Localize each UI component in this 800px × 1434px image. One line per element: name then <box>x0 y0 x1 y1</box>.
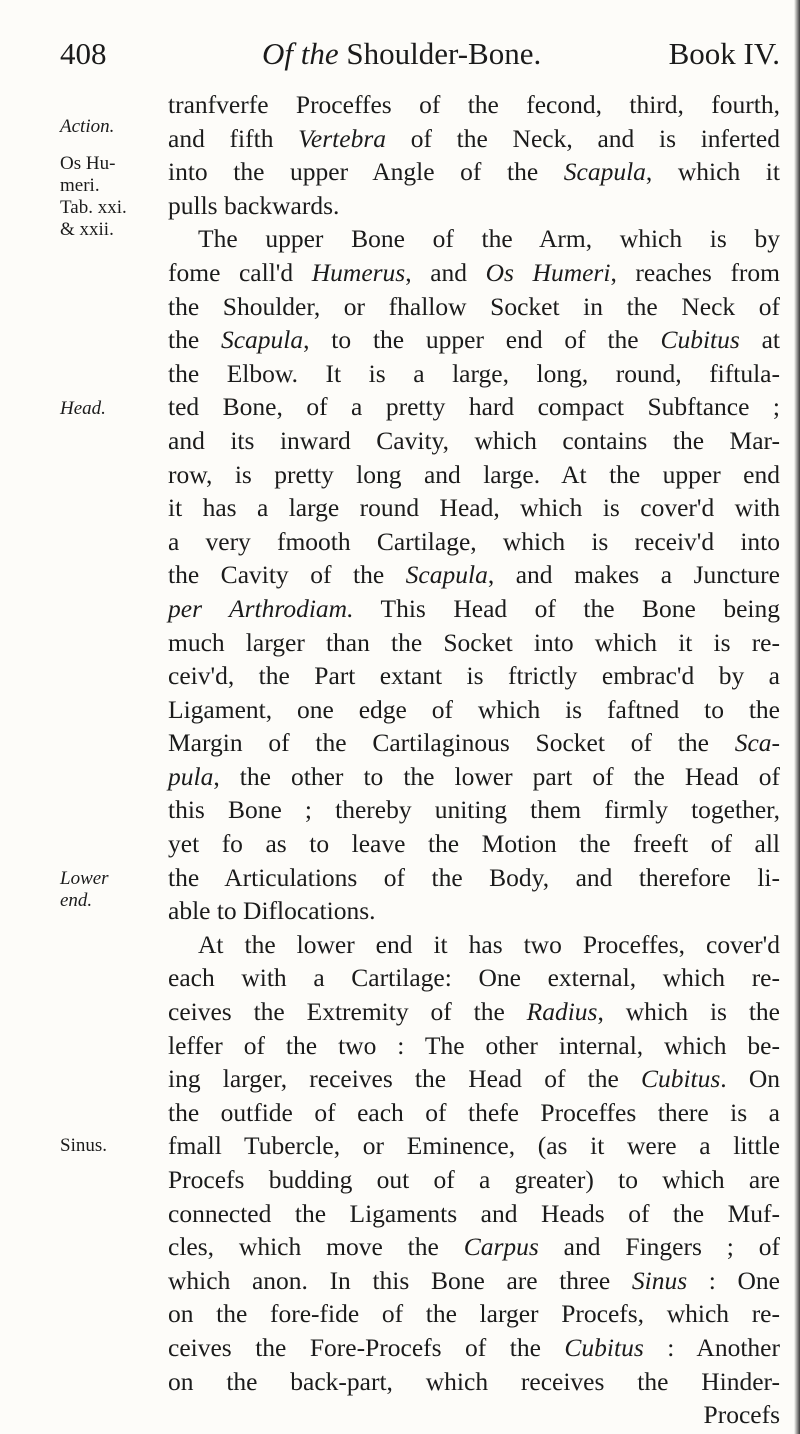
text-segment: Margin of the Cartilaginous Socket of the <box>168 728 735 758</box>
text-segment: and Fingers ; of <box>538 1232 780 1262</box>
text-line <box>168 357 780 391</box>
text-segment: ing larger, receives the Head of the <box>168 1064 641 1094</box>
text-segment: and fifth <box>168 123 299 153</box>
margin-note-action: Action. <box>60 116 115 137</box>
text-segment: , and <box>405 257 486 287</box>
text-line <box>168 290 780 324</box>
text-line <box>168 1029 780 1063</box>
text-segment: this Bone ; thereby uniting them firmly together, <box>168 795 780 825</box>
text-segment: on the fore-fide of the larger Procefs, which re- <box>168 1299 780 1329</box>
running-title <box>262 36 541 72</box>
text-segment-italic: pula <box>168 761 214 791</box>
text-line <box>168 323 780 357</box>
text-segment: , to the upper end of the <box>303 325 661 355</box>
text-segment: At the lower end it has two Proceffes, cover'd <box>198 929 780 959</box>
running-title-italic: Of the <box>262 36 339 71</box>
text-segment: . On <box>720 1064 780 1094</box>
text-segment: the Elbow. It is a large, long, round, fiftula- <box>168 358 780 388</box>
text-segment: fome call'd <box>168 257 312 287</box>
text-line <box>168 458 780 492</box>
text-segment-italic: Os Humeri <box>485 257 611 287</box>
text-segment: : One <box>687 1265 781 1295</box>
running-header <box>60 36 780 86</box>
text-segment-italic: Vertebra <box>298 123 386 153</box>
text-line <box>168 961 780 995</box>
text-segment: , and makes a Juncture <box>487 560 780 590</box>
text-segment-italic: Sca- <box>734 728 780 758</box>
text-segment-italic: Humerus <box>311 257 406 287</box>
text-segment: the Shoulder, or fhallow Socket in the Neck of <box>168 291 780 321</box>
text-segment: , the other to the lower part of the Head of <box>213 761 780 791</box>
text-segment-italic: Scapula <box>220 325 304 355</box>
text-line <box>168 424 780 458</box>
text-segment: ceives the Extremity of the <box>168 997 527 1027</box>
text-line <box>168 861 780 895</box>
text-line <box>168 558 780 592</box>
book-label: Book IV. <box>668 36 780 71</box>
text-segment: a very fmooth Cartilage, which is receiv'd into <box>168 526 780 556</box>
text-segment: Ligament, one edge of which is faftned to the <box>168 694 780 724</box>
text-segment: The upper Bone of the Arm, which is by <box>198 224 780 254</box>
text-line <box>168 726 780 760</box>
text-line <box>168 189 780 223</box>
text-line <box>168 1297 780 1331</box>
text-segment: each with a Cartilage: One external, which re- <box>168 963 780 993</box>
text-line <box>168 525 780 559</box>
text-line <box>168 592 780 626</box>
text-line <box>168 995 780 1029</box>
text-segment-italic: Cubitus <box>564 1332 644 1362</box>
text-segment: the <box>168 325 221 355</box>
text-line <box>168 1331 780 1365</box>
text-line <box>168 1129 780 1163</box>
margin-note-os-humeri: Os Hu- meri. Tab. xxi. & xxii. <box>60 153 127 240</box>
text-line <box>168 1197 780 1231</box>
text-segment: the Articulations of the Body, and therefore li- <box>168 862 780 892</box>
page-number: 408 <box>60 36 107 71</box>
text-segment: , reaches from <box>610 257 781 287</box>
text-line <box>168 122 780 156</box>
text-line <box>168 827 780 861</box>
text-segment: at <box>739 325 781 355</box>
text-segment-italic: Cubitus <box>640 1064 721 1094</box>
text-segment: into the upper Angle of the <box>168 157 564 187</box>
body-text <box>168 88 780 1432</box>
text-segment: : Another <box>643 1332 780 1362</box>
text-line <box>168 928 780 962</box>
text-segment: Procefs budding out of a greater) to which are <box>168 1165 780 1194</box>
text-segment: able to Diflocations. <box>168 896 376 926</box>
text-segment: the Cavity of the <box>168 560 406 590</box>
text-segment: yet fo as to leave the Motion the freeft of all <box>168 829 780 859</box>
text-segment: connected the Ligaments and Heads of the Muf- <box>168 1198 780 1228</box>
text-line <box>168 1096 780 1130</box>
text-segment: fmall Tubercle, or Eminence, (as it were a little <box>168 1131 780 1161</box>
text-line <box>168 894 780 928</box>
text-segment: and its inward Cavity, which contains the Mar- <box>168 425 780 455</box>
text-segment-italic: Sinus <box>631 1265 688 1295</box>
text-line <box>168 760 780 794</box>
text-segment: it has a large round Head, which is cover'd with <box>168 493 780 523</box>
text-segment: ceiv'd, the Part extant is ftrictly embrac'd by a <box>168 661 780 691</box>
running-title-roman: Shoulder-Bone. <box>338 36 542 71</box>
text-segment: much larger than the Socket into which it is re- <box>168 627 780 657</box>
text-segment: the outfide of each of thefe Proceffes there is a <box>168 1097 780 1127</box>
text-line <box>168 659 780 693</box>
text-line <box>168 222 780 256</box>
text-segment: pulls backwards. <box>168 190 340 220</box>
text-segment-italic: Carpus <box>463 1232 539 1262</box>
text-segment: cles, which move the <box>168 1232 464 1262</box>
text-line <box>168 1163 780 1197</box>
text-line <box>168 1062 780 1096</box>
margin-note-head: Head. <box>60 398 106 419</box>
text-segment: of the Neck, and is inferted <box>386 123 780 153</box>
text-segment-italic: Cubitus <box>660 325 740 355</box>
text-line <box>168 626 780 660</box>
text-segment-italic: per Arthrodiam. <box>168 593 354 623</box>
text-segment: leffer of the two : The other internal, which be- <box>168 1030 780 1060</box>
text-line <box>168 1398 780 1432</box>
text-line <box>168 1230 780 1264</box>
text-segment: row, is pretty long and large. At the upper end <box>168 459 780 489</box>
margin-note-lower-end: Lower end. <box>60 868 109 911</box>
margin-note-sinus: Sinus. <box>60 1135 107 1156</box>
text-segment: which anon. In this Bone are three <box>168 1265 632 1295</box>
text-segment: This Head of the Bone being <box>353 593 780 623</box>
text-line <box>168 390 780 424</box>
text-line <box>168 693 780 727</box>
text-line <box>168 256 780 290</box>
text-segment: , which is the <box>597 997 780 1027</box>
text-segment: tranfverfe Proceffes of the fecond, third, fourth, <box>168 90 780 119</box>
text-line <box>168 155 780 189</box>
text-line <box>168 491 780 525</box>
page-edge-shadow <box>794 0 800 1434</box>
text-segment-italic: Radius <box>526 997 598 1027</box>
text-line <box>168 1365 780 1399</box>
text-line <box>168 1264 780 1298</box>
text-line <box>168 793 780 827</box>
text-segment: ted Bone, of a pretty hard compact Subftance ; <box>168 392 780 422</box>
text-segment: on the back-part, which receives the Hinder- <box>168 1366 780 1396</box>
text-segment: , which it <box>645 157 780 187</box>
text-line <box>168 88 780 122</box>
text-segment: ceives the Fore-Procefs of the <box>168 1332 565 1362</box>
text-segment-italic: Scapula <box>405 560 488 590</box>
text-segment: Procefs <box>703 1400 780 1430</box>
text-segment-italic: Scapula <box>563 157 646 187</box>
